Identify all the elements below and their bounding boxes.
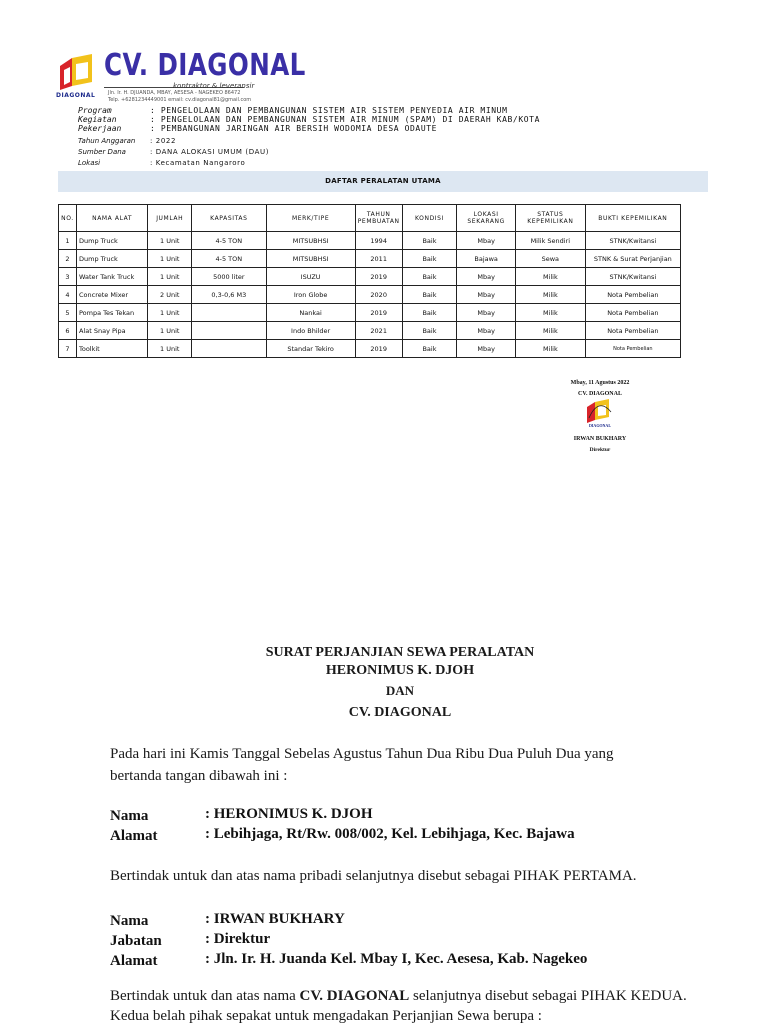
table-cell bbox=[192, 340, 266, 358]
info-kegiatan-value: : PENGELOLAAN DAN PEMBANGUNAN SISTEM AIR MINUM (SPAM) DI DAERAH KAB/KOTA bbox=[150, 115, 540, 124]
table-cell: Baik bbox=[402, 340, 457, 358]
table-cell: Baik bbox=[402, 304, 457, 322]
table-cell: ISUZU bbox=[266, 268, 355, 286]
info-tahun-label: Tahun Anggaran bbox=[78, 137, 136, 145]
table-cell: 2019 bbox=[355, 268, 402, 286]
logo-label: DIAGONAL bbox=[56, 92, 96, 99]
info-program-value: : PENGELOLAAN DAN PEMBANGUNAN SISTEM AIR SISTEM PENYEDIA AIR MINUM bbox=[150, 106, 508, 115]
agreement-intro-line1: Pada hari ini Kamis Tanggal Sebelas Agustus Tahun Dua Ribu Dua Puluh Dua yang bbox=[110, 746, 614, 762]
table-cell: 4 bbox=[59, 286, 77, 304]
info-program-label: Program bbox=[78, 106, 112, 115]
table-cell: STNK & Surat Perjanjian bbox=[585, 250, 680, 268]
table-cell: 1 Unit bbox=[148, 322, 192, 340]
party-one-name-value: : HERONIMUS K. DJOH bbox=[205, 806, 373, 822]
table-cell: Baik bbox=[402, 268, 457, 286]
table-cell: 1994 bbox=[355, 232, 402, 250]
table-cell: Concrete Mixer bbox=[76, 286, 147, 304]
table-title: DAFTAR PERALATAN UTAMA bbox=[325, 177, 441, 185]
table-cell: 2019 bbox=[355, 340, 402, 358]
agreement-party-two: CV. DIAGONAL bbox=[348, 705, 452, 720]
table-cell: Milik bbox=[516, 340, 586, 358]
party-one-address-label: Alamat bbox=[110, 828, 158, 844]
table-cell: Alat Snay Pipa bbox=[76, 322, 147, 340]
table-row bbox=[59, 250, 681, 268]
table-cell: Milik Sendiri bbox=[516, 232, 586, 250]
table-cell: Water Tank Truck bbox=[76, 268, 147, 286]
info-pekerjaan bbox=[78, 124, 437, 133]
table-cell: 4-5 TON bbox=[192, 250, 266, 268]
table-cell: Iron Globe bbox=[266, 286, 355, 304]
table-row bbox=[59, 268, 681, 286]
party-two-address-value: : Jln. Ir. H. Juanda Kel. Mbay I, Kec. Aesesa, Kab. Nagekeo bbox=[205, 951, 588, 967]
table-cell: 0,3-0,6 M3 bbox=[192, 286, 266, 304]
table-cell: 6 bbox=[59, 322, 77, 340]
table-row bbox=[59, 322, 681, 340]
table-cell: 5 bbox=[59, 304, 77, 322]
table-cell: Nota Pembelian bbox=[585, 340, 680, 358]
table-cell: Mbay bbox=[457, 340, 516, 358]
table-cell: Mbay bbox=[457, 232, 516, 250]
table-cell: 2011 bbox=[355, 250, 402, 268]
signature-place-date: Mbay, 11 Agustus 2022 bbox=[570, 380, 630, 386]
party-two-role bbox=[110, 988, 687, 1005]
party-two-role-post: selanjutnya disebut sebagai PIHAK KEDUA. bbox=[409, 988, 687, 1004]
agreement-intro-line2: bertanda tangan dibawah ini : bbox=[110, 768, 288, 784]
table-cell bbox=[192, 322, 266, 340]
table-cell: Baik bbox=[402, 232, 457, 250]
info-sumber bbox=[78, 148, 269, 156]
agreement-last-line: Kedua belah pihak sepakat untuk mengadakan Perjanjian Sewa berupa : bbox=[110, 1008, 542, 1024]
col-header: BUKTI KEPEMILIKAN bbox=[585, 205, 680, 232]
party-one-role: Bertindak untuk dan atas nama pribadi selanjutnya disebut sebagai PIHAK PERTAMA. bbox=[110, 868, 637, 884]
table-cell: Baik bbox=[402, 250, 457, 268]
table-cell: 1 Unit bbox=[148, 340, 192, 358]
table-cell: MITSUBHSI bbox=[266, 232, 355, 250]
party-two-name-label: Nama bbox=[110, 913, 149, 929]
agreement-and: DAN bbox=[385, 683, 415, 698]
company-tagline: kontraktor & leveransir bbox=[173, 82, 255, 90]
col-header: NAMA ALAT bbox=[76, 205, 147, 232]
table-cell: 2 Unit bbox=[148, 286, 192, 304]
info-kegiatan-label: Kegiatan bbox=[78, 115, 117, 124]
table-cell: 2020 bbox=[355, 286, 402, 304]
signature-logo-label: DIAGONAL bbox=[588, 423, 611, 428]
table-cell: Nankai bbox=[266, 304, 355, 322]
table-cell: Mbay bbox=[457, 286, 516, 304]
info-kegiatan bbox=[78, 115, 540, 124]
table-cell: Baik bbox=[402, 322, 457, 340]
table-cell: Mbay bbox=[457, 268, 516, 286]
table-cell: Nota Pembelian bbox=[585, 304, 680, 322]
table-row bbox=[59, 232, 681, 250]
company-logo-icon bbox=[58, 52, 98, 92]
col-header: TAHUN PEMBUATAN bbox=[355, 205, 402, 232]
party-two-role-pre: Bertindak untuk dan atas nama bbox=[110, 988, 300, 1004]
table-cell: 1 Unit bbox=[148, 232, 192, 250]
info-lokasi bbox=[78, 159, 245, 167]
col-header: STATUS KEPEMILIKAN bbox=[516, 205, 586, 232]
table-header-row bbox=[59, 205, 681, 232]
table-cell: Toolkit bbox=[76, 340, 147, 358]
party-two-position-value: : Direktur bbox=[205, 931, 271, 947]
table-cell: 1 bbox=[59, 232, 77, 250]
col-header: NO. bbox=[59, 205, 77, 232]
agreement-party-one: HERONIMUS K. DJOH bbox=[325, 663, 475, 678]
party-one-address-value: : Lebihjaga, Rt/Rw. 008/002, Kel. Lebihjaga, Kec. Bajawa bbox=[205, 826, 575, 842]
equipment-table bbox=[58, 204, 681, 358]
party-two-name-value: : IRWAN BUKHARY bbox=[205, 911, 345, 927]
table-cell: Nota Pembelian bbox=[585, 322, 680, 340]
signature-stamp-icon bbox=[585, 398, 615, 424]
agreement-title: SURAT PERJANJIAN SEWA PERALATAN bbox=[265, 645, 535, 660]
table-row bbox=[59, 304, 681, 322]
party-two-position-label: Jabatan bbox=[110, 933, 162, 949]
party-one-name-label: Nama bbox=[110, 808, 149, 824]
table-cell: Milik bbox=[516, 268, 586, 286]
signature-company: CV. DIAGONAL bbox=[578, 391, 622, 397]
signature-name: IRWAN BUKHARY bbox=[573, 436, 627, 442]
table-cell: Sewa bbox=[516, 250, 586, 268]
table-cell: Baik bbox=[402, 286, 457, 304]
table-cell: Milik bbox=[516, 304, 586, 322]
col-header: LOKASI SEKARANG bbox=[457, 205, 516, 232]
table-cell: Mbay bbox=[457, 322, 516, 340]
info-lokasi-value: : Kecamatan Nangaroro bbox=[150, 159, 246, 167]
party-two-role-company: CV. DIAGONAL bbox=[299, 988, 410, 1004]
info-tahun bbox=[78, 137, 176, 145]
table-row bbox=[59, 286, 681, 304]
party-two-address-label: Alamat bbox=[110, 953, 158, 969]
col-header: KAPASITAS bbox=[192, 205, 266, 232]
table-cell: MITSUBHSI bbox=[266, 250, 355, 268]
table-row bbox=[59, 340, 681, 358]
table-cell: Bajawa bbox=[457, 250, 516, 268]
company-address: Jln. Ir. H. DJUANDA, MBAY, AESESA - NAGEKEO 86472 bbox=[108, 90, 241, 96]
info-program bbox=[78, 106, 507, 115]
table-cell: STNK/Kwitansi bbox=[585, 232, 680, 250]
table-cell: 2019 bbox=[355, 304, 402, 322]
col-header: MERK/TIPE bbox=[266, 205, 355, 232]
col-header: JUMLAH bbox=[148, 205, 192, 232]
info-sumber-label: Sumber Dana bbox=[78, 148, 126, 156]
info-pekerjaan-label: Pekerjaan bbox=[78, 124, 122, 133]
table-cell: 1 Unit bbox=[148, 250, 192, 268]
company-contact: Telp. +6281234449001 email: cv.diagonal81@gmail.com bbox=[108, 97, 252, 103]
table-cell: Indo Bhilder bbox=[266, 322, 355, 340]
info-tahun-value: : 2022 bbox=[150, 137, 176, 145]
table-cell: Mbay bbox=[457, 304, 516, 322]
table-cell: 2021 bbox=[355, 322, 402, 340]
table-cell: Milik bbox=[516, 322, 586, 340]
info-sumber-value: : DANA ALOKASI UMUM (DAU) bbox=[150, 148, 270, 156]
table-cell: Nota Pembelian bbox=[585, 286, 680, 304]
table-cell: STNK/Kwitansi bbox=[585, 268, 680, 286]
info-lokasi-label: Lokasi bbox=[78, 159, 101, 167]
company-name: CV. DIAGONAL bbox=[104, 48, 306, 83]
table-cell: 1 Unit bbox=[148, 304, 192, 322]
table-cell: 7 bbox=[59, 340, 77, 358]
table-cell: 5000 liter bbox=[192, 268, 266, 286]
signature-title: Direktur bbox=[589, 447, 611, 453]
table-cell: 1 Unit bbox=[148, 268, 192, 286]
table-cell bbox=[192, 304, 266, 322]
table-cell: Dump Truck bbox=[76, 232, 147, 250]
table-cell: 4-5 TON bbox=[192, 232, 266, 250]
table-cell: Dump Truck bbox=[76, 250, 147, 268]
info-pekerjaan-value: : PEMBANGUNAN JARINGAN AIR BERSIH WODOMIA DESA ODAUTE bbox=[150, 124, 438, 133]
table-cell: 2 bbox=[59, 250, 77, 268]
table-cell: 3 bbox=[59, 268, 77, 286]
table-cell: Pompa Tes Tekan bbox=[76, 304, 147, 322]
table-cell: Milik bbox=[516, 286, 586, 304]
col-header: KONDISI bbox=[402, 205, 457, 232]
table-cell: Standar Tekiro bbox=[266, 340, 355, 358]
